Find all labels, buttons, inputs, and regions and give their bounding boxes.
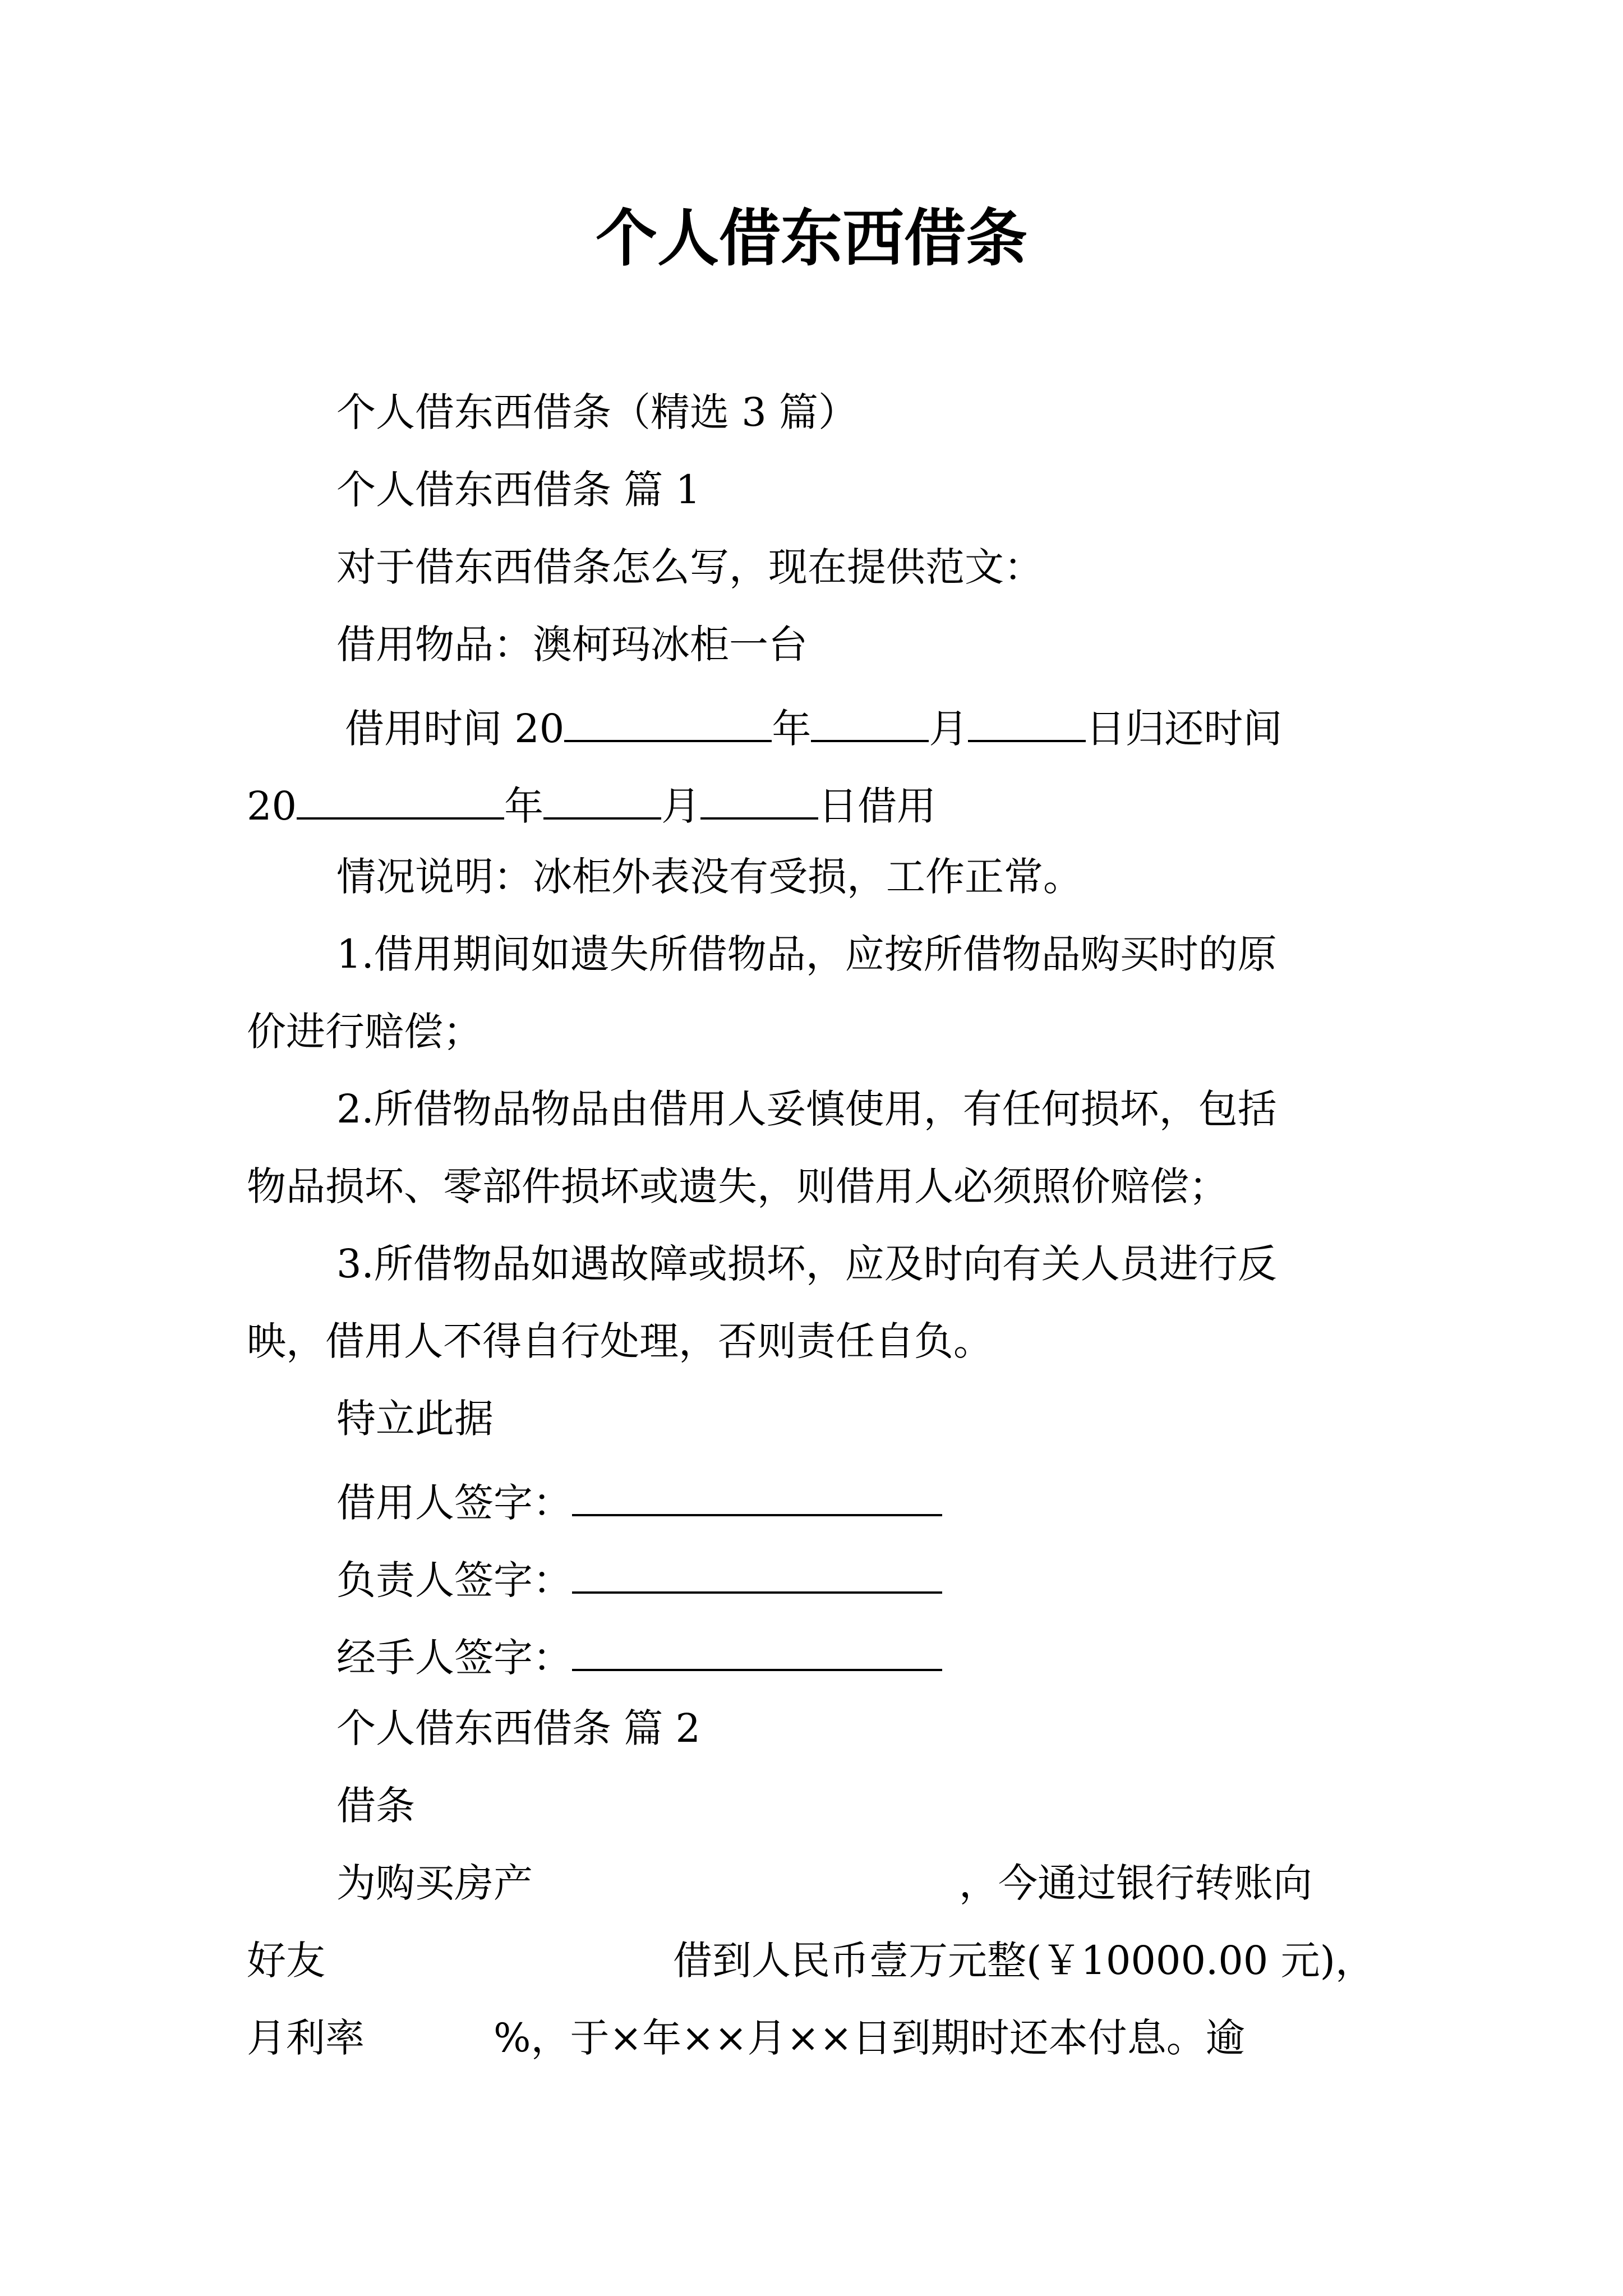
borrower-signature-line	[336, 1468, 942, 1531]
year-blank	[564, 694, 772, 742]
friend-label: 好友	[247, 1938, 325, 1984]
condition-text: 情况说明：冰柜外表没有受损，工作正常。	[336, 854, 1082, 900]
rule-1-line-1: 1.借用期间如遗失所借物品，应按所借物品购买时的原	[336, 931, 1277, 977]
year-label: 年	[772, 706, 811, 752]
lender-line	[247, 1932, 1375, 1989]
return-month-label: 月	[661, 783, 701, 829]
purpose-line	[336, 1855, 1312, 1911]
document-title: 个人借东西借条	[596, 202, 1027, 274]
month-label: 月	[929, 706, 969, 752]
return-day-blank	[700, 771, 818, 820]
borrower-signature-blank	[572, 1468, 942, 1516]
handler-signature-label: 经手人签字：	[336, 1635, 572, 1681]
iou-heading: 借条	[336, 1783, 415, 1829]
transfer-text: ，今通过银行转账向	[959, 1860, 1312, 1906]
repayment-text: %，于×年××月××日到期时还本付息。逾	[494, 2015, 1245, 2061]
part1-heading: 个人借东西借条 篇 1	[336, 467, 701, 513]
responsible-signature-label: 负责人签字：	[336, 1557, 572, 1603]
borrow-day-label: 日借用	[818, 783, 937, 829]
subtitle: 个人借东西借条（精选 3 篇）	[336, 389, 858, 435]
responsible-signature-line	[336, 1545, 942, 1608]
purpose-text: 为购买房产	[336, 1860, 533, 1906]
return-year-label: 年	[504, 783, 544, 829]
interest-line	[247, 2010, 1245, 2066]
rule-2-line-2: 物品损坏、零部件损坏或遗失，则借用人必须照价赔偿；	[247, 1163, 1228, 1209]
month-blank	[811, 694, 929, 742]
borrow-time-prefix: 借用时间 20	[345, 706, 565, 752]
return-time-label: 日归还时间	[1086, 706, 1283, 752]
amount-text: 借到人民币壹万元整(￥10000.00 元)，	[673, 1938, 1375, 1984]
borrow-time-line	[345, 694, 1282, 757]
handler-signature-line	[336, 1623, 942, 1686]
rule-2-line-1: 2.所借物品物品由借用人妥慎使用，有任何损坏，包括	[336, 1086, 1277, 1132]
interest-label: 月利率	[247, 2015, 365, 2061]
day-blank	[968, 694, 1086, 742]
return-year-blank	[297, 771, 504, 820]
responsible-signature-blank	[572, 1545, 942, 1594]
rule-3-line-2: 映，借用人不得自行处理，否则责任自负。	[247, 1318, 993, 1364]
borrowed-item: 借用物品：澳柯玛冰柜一台	[336, 622, 808, 668]
return-year-prefix: 20	[247, 783, 297, 829]
borrower-signature-label: 借用人签字：	[336, 1480, 572, 1526]
intro-text: 对于借东西借条怎么写，现在提供范文：	[336, 544, 1043, 590]
handler-signature-blank	[572, 1623, 942, 1671]
rule-3-line-1: 3.所借物品如遇故障或损坏，应及时向有关人员进行反	[336, 1241, 1277, 1287]
return-time-line	[247, 771, 936, 834]
declaration: 特立此据	[336, 1396, 494, 1442]
return-month-blank	[543, 771, 661, 820]
part2-heading: 个人借东西借条 篇 2	[336, 1705, 701, 1751]
rule-1-line-2: 价进行赔偿；	[247, 1009, 482, 1055]
